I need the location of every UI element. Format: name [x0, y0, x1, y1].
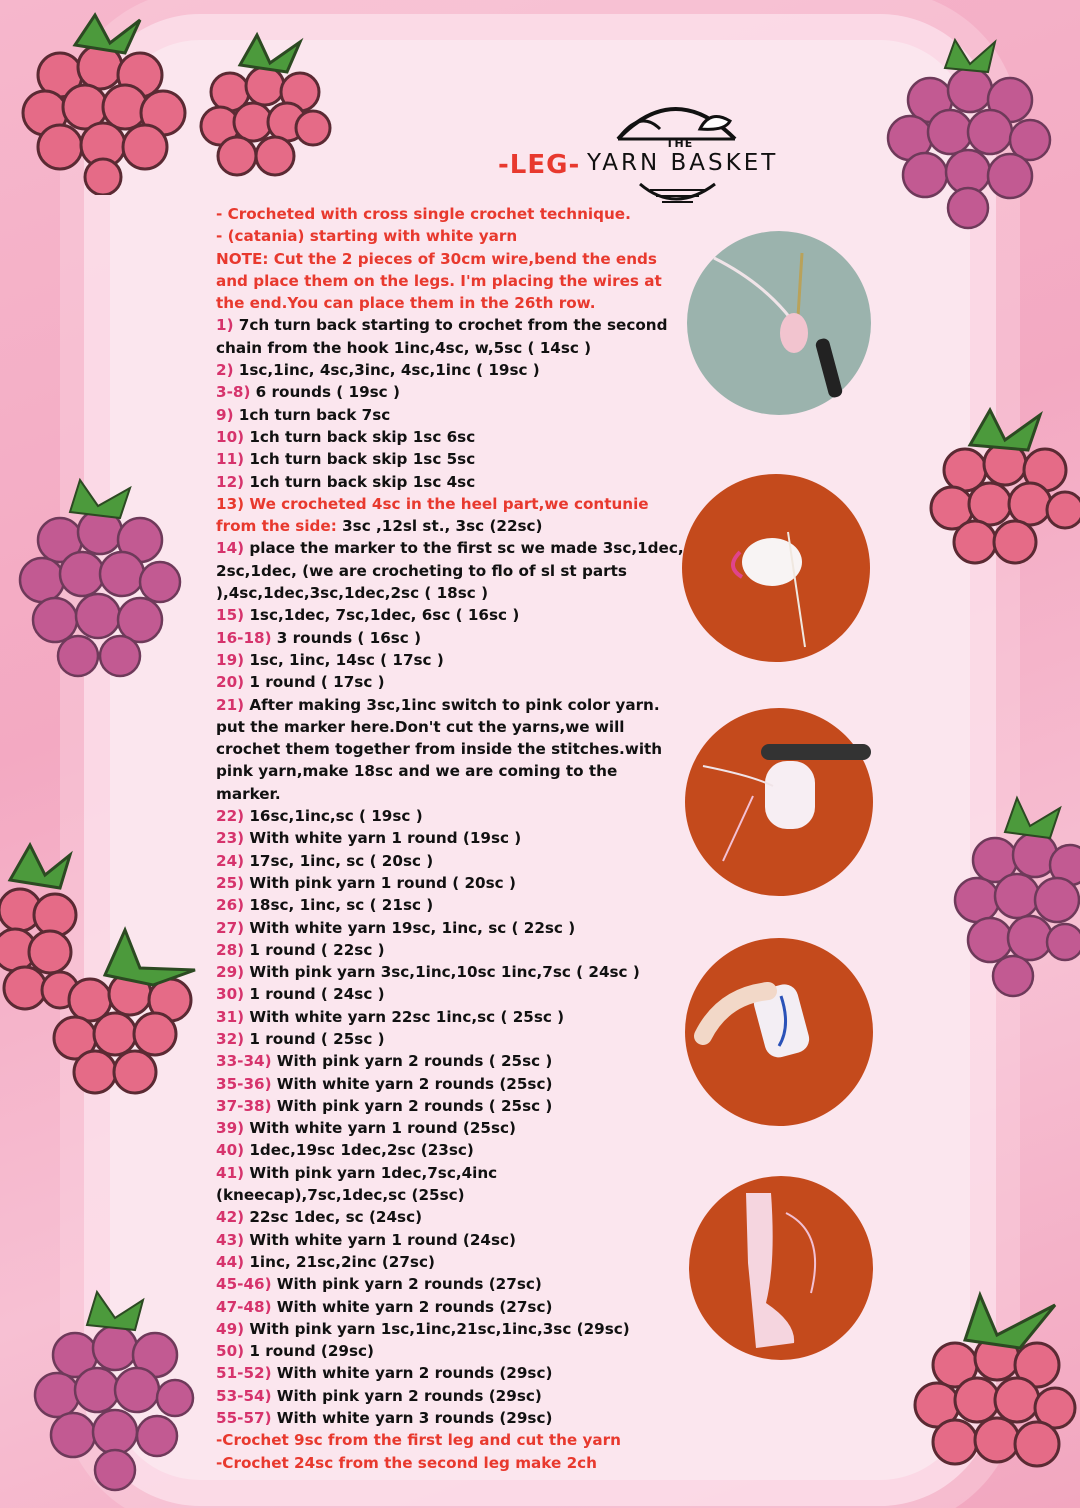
- brand-the: THE: [666, 137, 694, 150]
- row-text: With pink yarn 2 rounds ( 25sc ): [271, 1096, 553, 1115]
- row-text: place the marker to the first sc we made 3sc,1dec, 2sc,1dec, (we are crocheting to flo of sl st parts ),4sc,1dec,3sc,1dec,2sc ( 18sc ): [216, 539, 684, 603]
- pattern-row: [216, 448, 686, 470]
- row-number: 2): [216, 361, 234, 380]
- row-text: 1inc, 21sc,2inc (27sc): [244, 1252, 435, 1271]
- pattern-row: [216, 694, 686, 805]
- pattern-row: [216, 850, 686, 872]
- raspberry-icon: [10, 470, 185, 695]
- pattern-row: [216, 627, 686, 649]
- pattern-row: [216, 1162, 686, 1207]
- row-text: 1sc,1inc, 4sc,3inc, 4sc,1inc ( 19sc ): [233, 361, 540, 380]
- row-number: 13) We crocheted 4sc in the heel part,we contunie from the side:: [216, 494, 649, 536]
- row-text: 1sc, 1inc, 14sc ( 17sc ): [244, 650, 444, 669]
- row-text: With pink yarn 1dec,7sc,4inc (kneecap),7sc,1dec,sc (25sc): [216, 1163, 498, 1205]
- pattern-row: [216, 939, 686, 961]
- page-title: -LEG-: [498, 150, 581, 180]
- pattern-row: [216, 1095, 686, 1117]
- row-text: 1ch turn back skip 1sc 5sc: [244, 450, 476, 469]
- row-text: 7ch turn back starting to crochet from the second chain from the hook 1inc,4sc, w,5sc ( 14sc ): [216, 316, 668, 357]
- pattern-row: [216, 1006, 686, 1028]
- brand-name: YARN BASKET: [587, 150, 779, 176]
- row-number: 25): [216, 873, 245, 892]
- row-text: 1 round ( 25sc ): [244, 1029, 385, 1048]
- row-text: With white yarn 1 round (19sc ): [244, 829, 522, 848]
- row-text: With white yarn 1 round (24sc): [244, 1230, 516, 1249]
- pattern-row: [216, 1139, 686, 1161]
- row-number: 1): [216, 316, 234, 335]
- pattern-row: [216, 805, 686, 827]
- row-number: 27): [216, 918, 245, 937]
- row-text: 6 rounds ( 19sc ): [250, 383, 400, 402]
- row-text: 1sc,1dec, 7sc,1dec, 6sc ( 16sc ): [244, 606, 520, 625]
- intro-line: - Crocheted with cross single crochet technique.: [216, 205, 631, 223]
- pattern-row: [216, 471, 686, 493]
- pattern-row: [216, 827, 686, 849]
- pattern-row: [216, 1407, 686, 1429]
- pattern-row: [216, 537, 686, 604]
- row-number: 21): [216, 695, 245, 714]
- row-text: 1ch turn back skip 1sc 6sc: [244, 427, 476, 446]
- pattern-row: [216, 426, 686, 448]
- row-number: 43): [216, 1230, 245, 1249]
- row-text: 1dec,19sc 1dec,2sc (23sc): [244, 1141, 474, 1160]
- row-number: 9): [216, 405, 234, 424]
- pattern-row: [216, 1206, 686, 1228]
- pattern-row: [216, 1117, 686, 1139]
- pattern-row: [216, 1028, 686, 1050]
- row-number: 24): [216, 851, 245, 870]
- raspberry-icon: [905, 1280, 1080, 1505]
- row-text: 3 rounds ( 16sc ): [271, 628, 422, 647]
- row-number: 26): [216, 896, 245, 915]
- row-text: With white yarn 3 rounds (29sc): [271, 1409, 553, 1428]
- row-number: 37-38): [216, 1096, 272, 1115]
- row-number: 39): [216, 1119, 245, 1138]
- photo-heel: [680, 472, 872, 664]
- row-text: With white yarn 22sc 1inc,sc ( 25sc ): [244, 1007, 565, 1026]
- row-number: 53-54): [216, 1386, 272, 1405]
- row-text: 1 round ( 24sc ): [244, 985, 385, 1004]
- row-text: With pink yarn 2 rounds ( 25sc ): [271, 1052, 553, 1071]
- row-number: 55-57): [216, 1409, 272, 1428]
- row-number: 51-52): [216, 1364, 272, 1383]
- row-number: 22): [216, 807, 245, 826]
- row-number: 28): [216, 940, 245, 959]
- pattern-row: [216, 493, 686, 538]
- photo-hook-start: [684, 228, 874, 418]
- pattern-row: [216, 381, 686, 403]
- photo-leg-progress: [683, 936, 875, 1128]
- pattern-row: [216, 359, 686, 381]
- raspberry-icon: [195, 30, 335, 190]
- row-number: 49): [216, 1319, 245, 1338]
- pattern-row: [216, 961, 686, 983]
- raspberry-icon: [935, 790, 1080, 1020]
- pattern-row: [216, 671, 686, 693]
- pattern-row: [216, 917, 686, 939]
- row-number: 12): [216, 472, 245, 491]
- instructions: [216, 203, 686, 1474]
- row-number: 41): [216, 1163, 245, 1182]
- outro-line: -Crochet 24sc from the second leg make 2ch: [216, 1453, 597, 1472]
- raspberry-icon: [45, 920, 205, 1110]
- row-text: 1 round ( 17sc ): [244, 673, 385, 692]
- row-text: 1 round ( 22sc ): [244, 940, 385, 959]
- intro-line: - (catania) starting with white yarn: [216, 227, 518, 246]
- row-text: 16sc,1inc,sc ( 19sc ): [244, 807, 423, 826]
- raspberry-icon: [920, 390, 1080, 580]
- outro-line: -Crochet 9sc from the first leg and cut the yarn: [216, 1431, 621, 1450]
- pattern-row: [216, 404, 686, 426]
- pattern-row: [216, 1251, 686, 1273]
- raspberry-icon: [25, 1280, 195, 1505]
- row-number: 14): [216, 539, 245, 558]
- pattern-row: [216, 1050, 686, 1072]
- row-number: 44): [216, 1252, 245, 1271]
- row-number: 11): [216, 450, 245, 469]
- row-number: 15): [216, 606, 245, 625]
- pattern-row: [216, 1296, 686, 1318]
- photo-finished-leg: [686, 1173, 876, 1363]
- row-text: With white yarn 2 rounds (29sc): [271, 1364, 553, 1383]
- row-number: 50): [216, 1342, 245, 1361]
- pattern-row: [216, 1385, 686, 1407]
- pattern-row: [216, 314, 686, 359]
- row-text: With pink yarn 1sc,1inc,21sc,1inc,3sc (29sc): [244, 1319, 630, 1338]
- photo-pink-switch: [683, 706, 875, 898]
- row-text: After making 3sc,1inc switch to pink color yarn. put the marker here.Don't cut the yarns,we will crochet them together from inside the stitches.with pink yarn,make 18sc and we are coming to the marker.: [216, 695, 663, 803]
- row-text: 22sc 1dec, sc (24sc): [244, 1208, 423, 1227]
- row-text: With pink yarn 2 rounds (27sc): [271, 1275, 542, 1294]
- row-text: With pink yarn 3sc,1inc,10sc 1inc,7sc ( 24sc ): [244, 963, 640, 982]
- row-text: 18sc, 1inc, sc ( 21sc ): [244, 896, 434, 915]
- pattern-row: [216, 894, 686, 916]
- row-text: With pink yarn 1 round ( 20sc ): [244, 873, 516, 892]
- pattern-row: [216, 1073, 686, 1095]
- row-text: 1ch turn back 7sc: [233, 405, 391, 424]
- pattern-row: [216, 1318, 686, 1340]
- note-line: NOTE: Cut the 2 pieces of 30cm wire,bend the ends and place them on the legs. I'm placing the wires at the end.You can place them in the 26th row.: [216, 249, 662, 313]
- row-text: 1ch turn back skip 1sc 4sc: [244, 472, 476, 491]
- row-number: 23): [216, 829, 245, 848]
- raspberry-icon: [870, 20, 1060, 240]
- rows-list: [216, 314, 686, 1429]
- row-number: 42): [216, 1208, 245, 1227]
- row-number: 31): [216, 1007, 245, 1026]
- row-number: 16-18): [216, 628, 272, 647]
- row-text: 1 round (29sc): [244, 1342, 374, 1361]
- pattern-row: [216, 604, 686, 626]
- row-number: 32): [216, 1029, 245, 1048]
- pattern-row: [216, 1362, 686, 1384]
- row-number: 3-8): [216, 383, 251, 402]
- row-number: 40): [216, 1141, 245, 1160]
- pattern-row: [216, 983, 686, 1005]
- row-number: 45-46): [216, 1275, 272, 1294]
- row-number: 10): [216, 427, 245, 446]
- row-number: 20): [216, 673, 245, 692]
- pattern-row: [216, 649, 686, 671]
- pattern-row: [216, 872, 686, 894]
- row-number: 19): [216, 650, 245, 669]
- pattern-row: [216, 1273, 686, 1295]
- row-number: 30): [216, 985, 245, 1004]
- raspberry-icon: [15, 5, 195, 195]
- row-text: 3sc ,12sl st., 3sc (22sc): [336, 517, 543, 536]
- row-text: With white yarn 2 rounds (27sc): [271, 1297, 553, 1316]
- row-text: With white yarn 1 round (25sc): [244, 1119, 516, 1138]
- row-text: With white yarn 2 rounds (25sc): [271, 1074, 553, 1093]
- row-number: 33-34): [216, 1052, 272, 1071]
- row-text: With pink yarn 2 rounds (29sc): [271, 1386, 542, 1405]
- pattern-row: [216, 1229, 686, 1251]
- row-text: With white yarn 19sc, 1inc, sc ( 22sc ): [244, 918, 576, 937]
- row-number: 29): [216, 963, 245, 982]
- row-number: 35-36): [216, 1074, 272, 1093]
- row-number: 47-48): [216, 1297, 272, 1316]
- row-text: 17sc, 1inc, sc ( 20sc ): [244, 851, 434, 870]
- pattern-row: [216, 1340, 686, 1362]
